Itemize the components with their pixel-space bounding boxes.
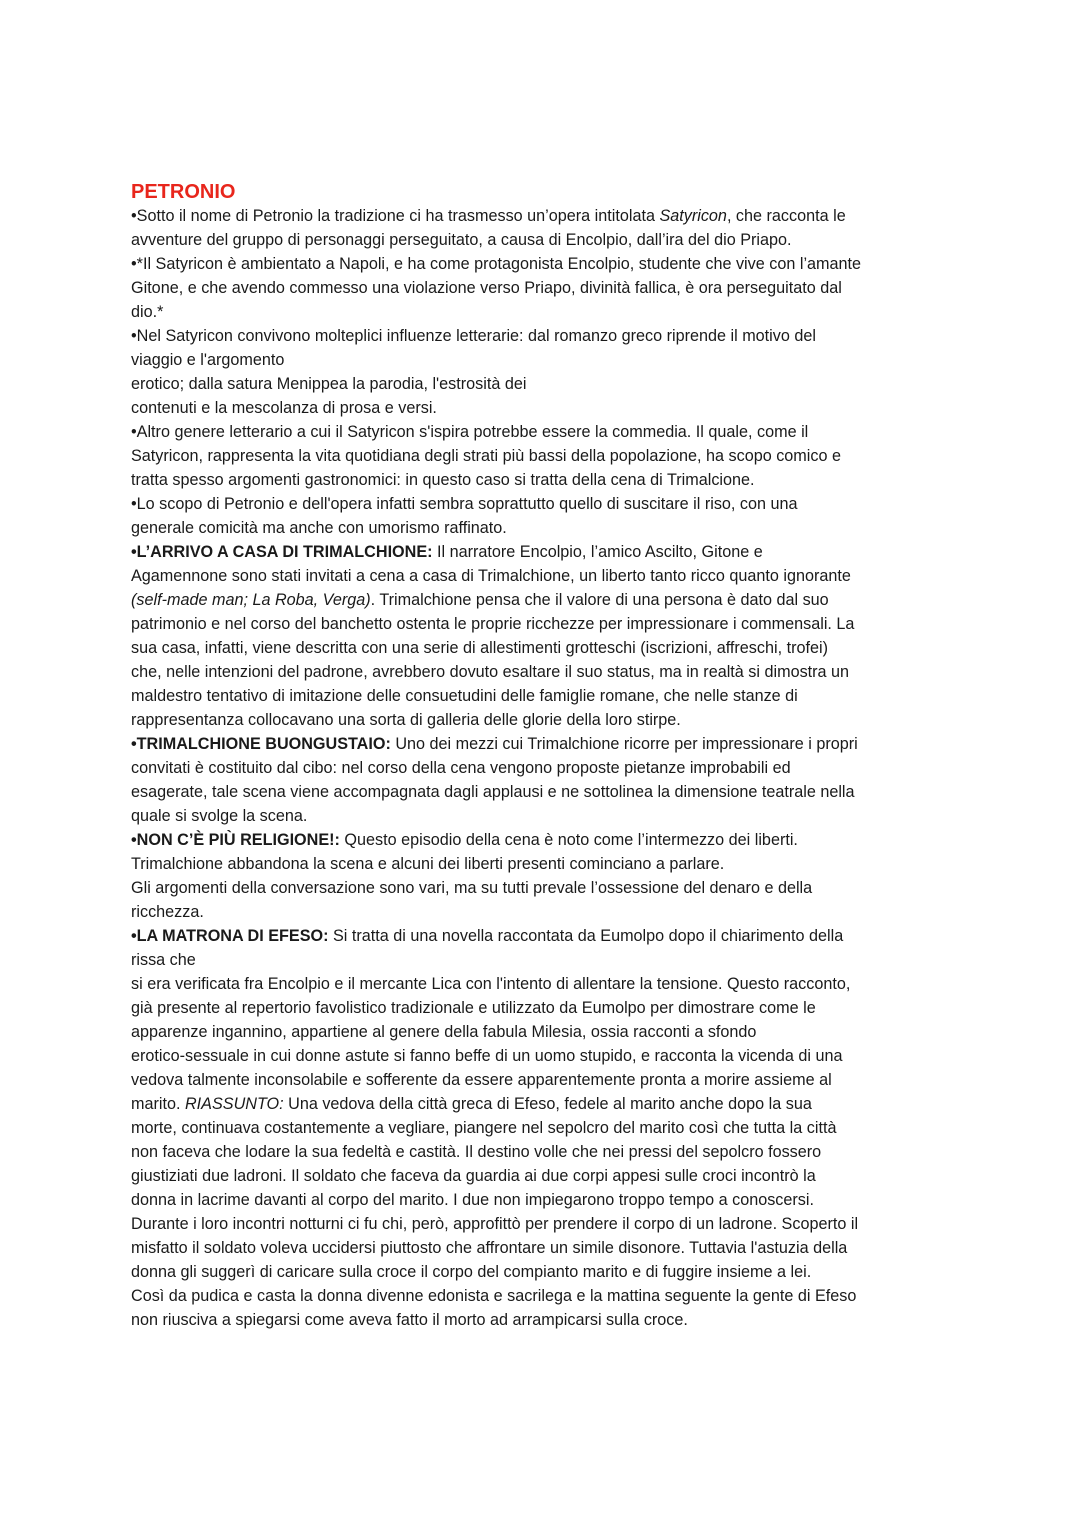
paragraph-purpose: •Lo scopo di Petronio e dell'opera infatti sembra soprattutto quello di suscitare il riso, con una generale comicità ma anche con umorismo raffinato. [131, 495, 798, 537]
paragraph-matrona: •LA MATRONA DI EFESO: Si tratta di una novella raccontata da Eumolpo dopo il chiarimento della rissa che si era verificata fra Encolpio e il mercante Lica con l'intento di allentare la tensione. Questo racconto, già presente al repertorio favolistico tradizionale e utilizzato da Eumolpo per dimostrare come le apparenze ingannino, appartiene al genere della fabula Milesia, ossia racconti a sfondo erotico-sessuale in cui donne astute si fanno beffe di un uomo stupido, e racconta la vicenda di una vedova talmente inconsolabile e sofferente da essere apparentemente pronta a morire assieme al marito. RIASSUNTO: Una vedova della città greca di Efeso, fedele al marito anche dopo la sua morte, continuava costantemente a vegliare, piangere nel sepolcro del marito così che tutta la città non faceva che lodare la sua fedeltà e castità. Il destino volle che nei pressi del sepolcro fossero giustiziati due ladroni. Il soldato che faceva da guardia ai due corpi appesi sulle croci incontrò la donna in lacrime davanti al corpo del marito. I due non impiegarono troppo tempo a conoscersi. Durante i loro incontri notturni ci fu chi, però, approfittò per prendere il corpo di un ladrone. Scoperto il misfatto il soldato voleva uccidersi piuttosto che affrontare un simile disonore. Tuttavia l'astuzia della donna gli suggerì di caricare sulla croce il corpo del compianto marito e di fuggire insieme a lei. Così da pudica e casta la donna divenne edonista e sacrilega e la mattina seguente la gente di Efeso non riusciva a spiegarsi come aveva fatto il morto ad arrampicarsi sulla croce. [131, 927, 859, 1329]
document-page [131, 180, 961, 1332]
section-heading-matrona: •LA MATRONA DI EFESO: [131, 927, 329, 945]
paragraph-religione: •NON C’È PIÙ RELIGIONE!: Questo episodio della cena è noto come l’intermezzo dei liberti. Trimalchione abbandona la scena e alcuni dei liberti presenti cominciano a parlare. Gli argomenti della conversazione sono vari, ma su tutti prevale l’ossessione del denaro e della ricchezza. [131, 831, 813, 921]
section-heading-religione: •NON C’È PIÙ RELIGIONE!: [131, 831, 340, 849]
paragraph-arrival: •L’ARRIVO A CASA DI TRIMALCHIONE: Il narratore Encolpio, l’amico Ascilto, Gitone e Agamennone sono stati invitati a cena a casa di Trimalchione, un liberto tanto ricco quanto ignorante (self-made man; La Roba, Verga). Trimalchione pensa che il valore di una persona è dato dal suo patrimonio e nel corso del banchetto ostenta le proprie ricchezze per impressionare i commensali. La sua casa, infatti, viene descritta con una serie di allestimenti grotteschi (iscrizioni, affreschi, trofei) che, nelle intenzioni del padrone, avrebbero dovuto esaltare il suo status, ma in realtà si dimostra un maldestro tentativo di imitazione delle consuetudini delle famiglie romane, che nelle stanze di rappresentanza collocavano una sorta di galleria delle glorie della loro stirpe. [131, 543, 855, 729]
paragraph-intro: •Sotto il nome di Petronio la tradizione ci ha trasmesso un’opera intitolata Satyricon, che racconta le avventure del gruppo di personaggi perseguitato, a causa di Encolpio, dall’ira del dio Priapo. [131, 207, 846, 249]
section-heading-arrival: •L’ARRIVO A CASA DI TRIMALCHIONE: [131, 543, 433, 561]
document-title: PETRONIO [131, 181, 236, 203]
paragraph-comedy: •Altro genere letterario a cui il Satyricon s'ispira potrebbe essere la commedia. Il quale, come il Satyricon, rappresenta la vita quotidiana degli strati più bassi della popolazione, ha scopo comico e tratta spesso argomenti gastronomici: in questo caso si tratta della cena di Trimalcione. [131, 423, 841, 489]
work-title: Satyricon [659, 207, 727, 225]
riassunto-label: RIASSUNTO: [184, 1095, 284, 1113]
paragraph-influences: •Nel Satyricon convivono molteplici influenze letterarie: dal romanzo greco riprende il motivo del viaggio e l'argomento erotico; dalla satura Menippea la parodia, l'estrosità dei contenuti e la mescolanza di prosa e versi. [131, 327, 816, 417]
section-heading-buongustaio: •TRIMALCHIONE BUONGUSTAIO: [131, 735, 391, 753]
paragraph-setting: •*Il Satyricon è ambientato a Napoli, e ha come protagonista Encolpio, studente che vive con l’amante Gitone, e che avendo commesso una violazione verso Priapo, divinità fallica, è ora perseguitato dal dio.* [131, 255, 862, 321]
paragraph-buongustaio: •TRIMALCHIONE BUONGUSTAIO: Uno dei mezzi cui Trimalchione ricorre per impressionare i propri convitati è costituito dal cibo: nel corso della cena vengono proposte pietanze improbabili ed esagerate, tale scena viene accompagnata dagli applausi e ne sottolinea la dimensione teatrale nella quale si svolge la scena. [131, 735, 858, 825]
